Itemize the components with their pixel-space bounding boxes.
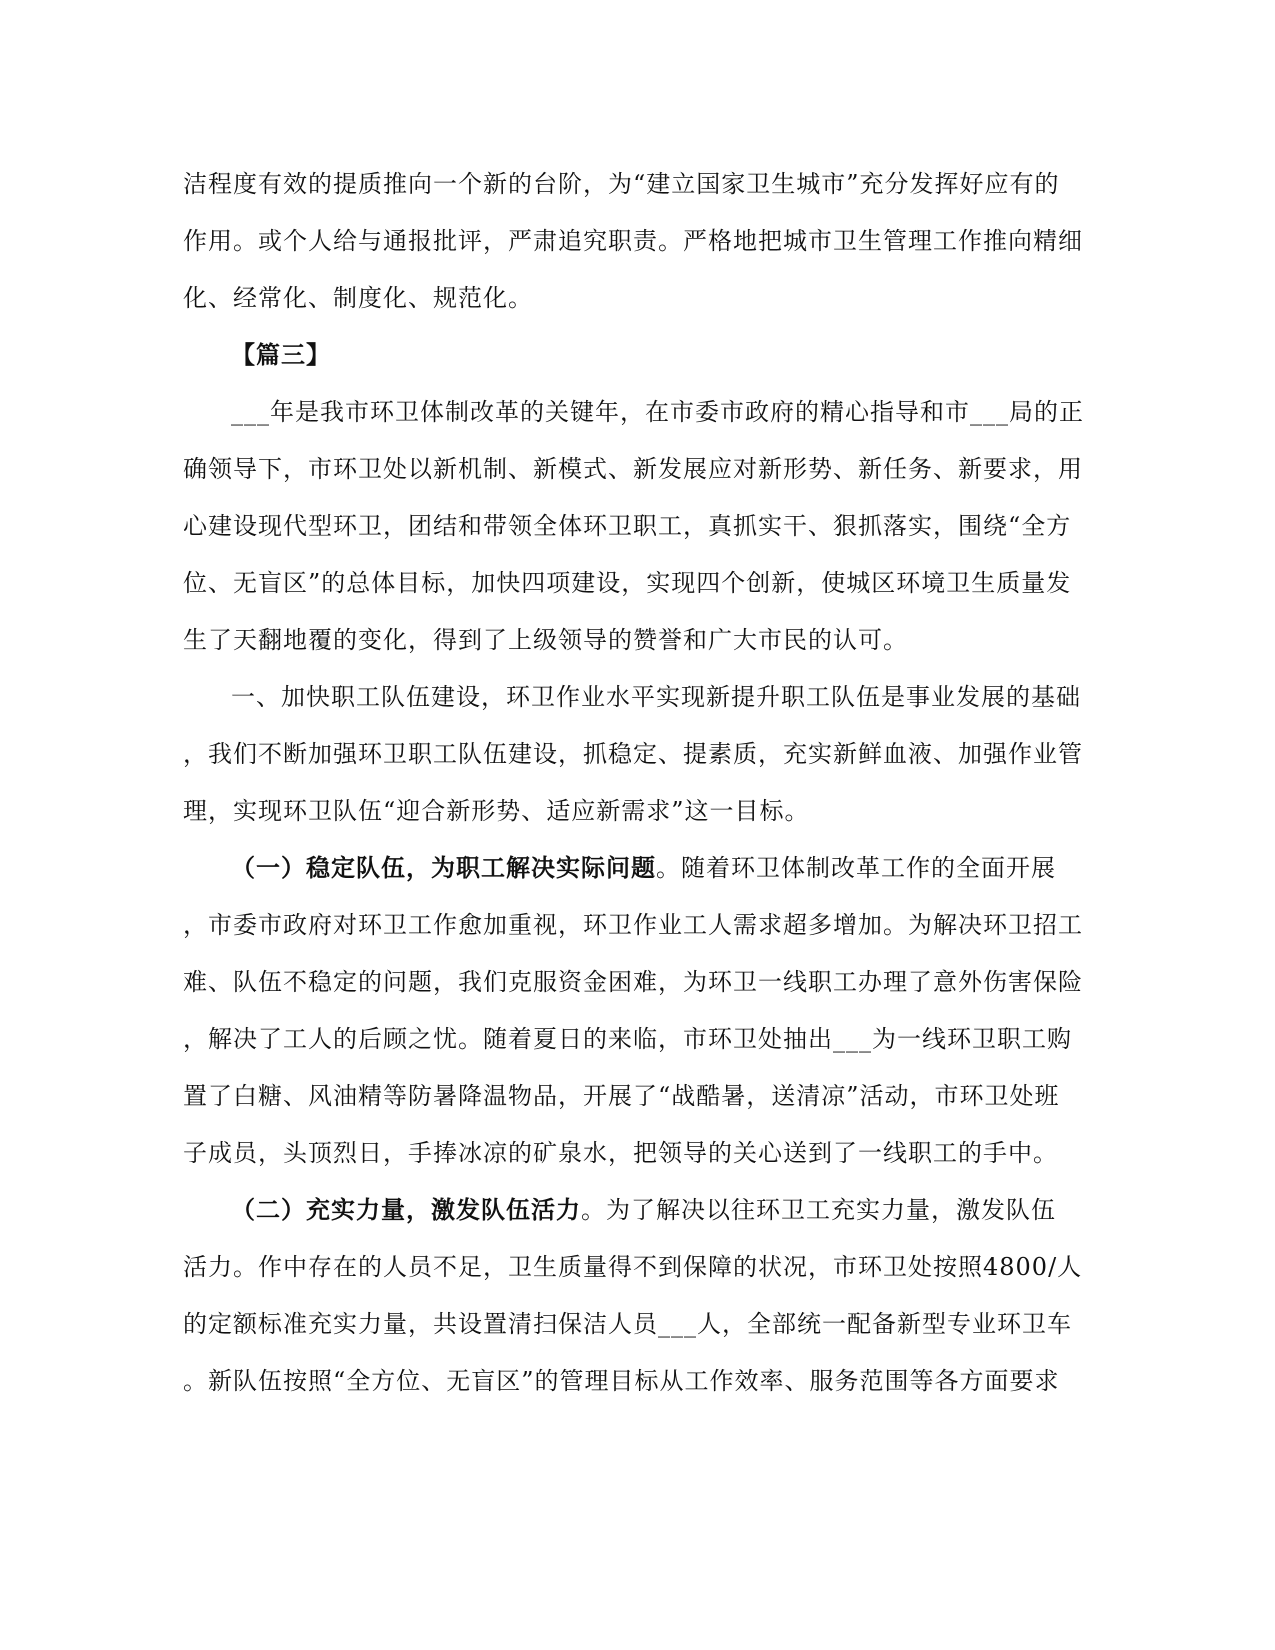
- body-text-line: ，市委市政府对环卫工作愈加重视，环卫作业工人需求超多增加。为解决环卫招工: [183, 911, 1083, 939]
- body-text-line: 。新队伍按照“全方位、无盲区”的管理目标从工作效率、服务范围等各方面要求: [183, 1367, 1060, 1395]
- body-text-line: 一、加快职工队伍建设，环卫作业水平实现新提升职工队伍是事业发展的基础: [231, 683, 1081, 711]
- body-text-line: 位、无盲区”的总体目标，加快四项建设，实现四个创新，使城区环境卫生质量发: [183, 569, 1072, 597]
- body-text-span: 。随着环卫体制改革工作的全面开展: [656, 854, 1056, 882]
- body-text-line: 生了天翻地覆的变化，得到了上级领导的赞誉和广大市民的认可。: [183, 626, 908, 654]
- body-text-line: 洁程度有效的提质推向一个新的台阶，为“建立国家卫生城市”充分发挥好应有的: [183, 170, 1060, 198]
- body-text-line: 作用。或个人给与通报批评，严肃追究职责。严格地把城市卫生管理工作推向精细: [183, 227, 1083, 255]
- body-text-line: ，我们不断加强环卫职工队伍建设，抓稳定、提素质，充实新鲜血液、加强作业管: [183, 740, 1083, 768]
- body-text-line: ___年是我市环卫体制改革的关键年，在市委市政府的精心指导和市___局的正: [231, 398, 1084, 426]
- body-text-line: ，解决了工人的后顾之忧。随着夏日的来临，市环卫处抽出___为一线环卫职工购: [183, 1025, 1072, 1053]
- body-text-line: 置了白糖、风油精等防暑降温物品，开展了“战酷暑，送清凉”活动，市环卫处班: [183, 1082, 1060, 1110]
- body-text-line: 确领导下，市环卫处以新机制、新模式、新发展应对新形势、新任务、新要求，用: [183, 455, 1083, 483]
- subsection-line: [231, 1194, 1131, 1226]
- body-text-line: 活力。作中存在的人员不足，卫生质量得不到保障的状况，市环卫处按照4800/人: [183, 1253, 1083, 1281]
- body-text-span: 。为了解决以往环卫工充实力量，激发队伍: [581, 1196, 1056, 1224]
- subsection-heading: （二）充实力量，激发队伍活力: [231, 1195, 581, 1224]
- subsection-line: [231, 852, 1131, 884]
- subsection-heading: （一）稳定队伍，为职工解决实际问题: [231, 853, 656, 882]
- body-text-line: 难、队伍不稳定的问题，我们克服资金困难，为环卫一线职工办理了意外伤害保险: [183, 968, 1083, 996]
- body-text-line: 理，实现环卫队伍“迎合新形势、适应新需求”这一目标。: [183, 797, 810, 825]
- body-text-line: 心建设现代型环卫，团结和带领全体环卫职工，真抓实干、狠抓落实，围绕“全方: [183, 512, 1072, 540]
- body-text-line: 的定额标准充实力量，共设置清扫保洁人员___人，全部统一配备新型专业环卫车: [183, 1310, 1072, 1338]
- section-heading: 【篇三】: [231, 340, 331, 369]
- body-text-line: 化、经常化、制度化、规范化。: [183, 284, 533, 312]
- body-text-line: 子成员，头顶烈日，手捧冰凉的矿泉水，把领导的关心送到了一线职工的手中。: [183, 1139, 1058, 1167]
